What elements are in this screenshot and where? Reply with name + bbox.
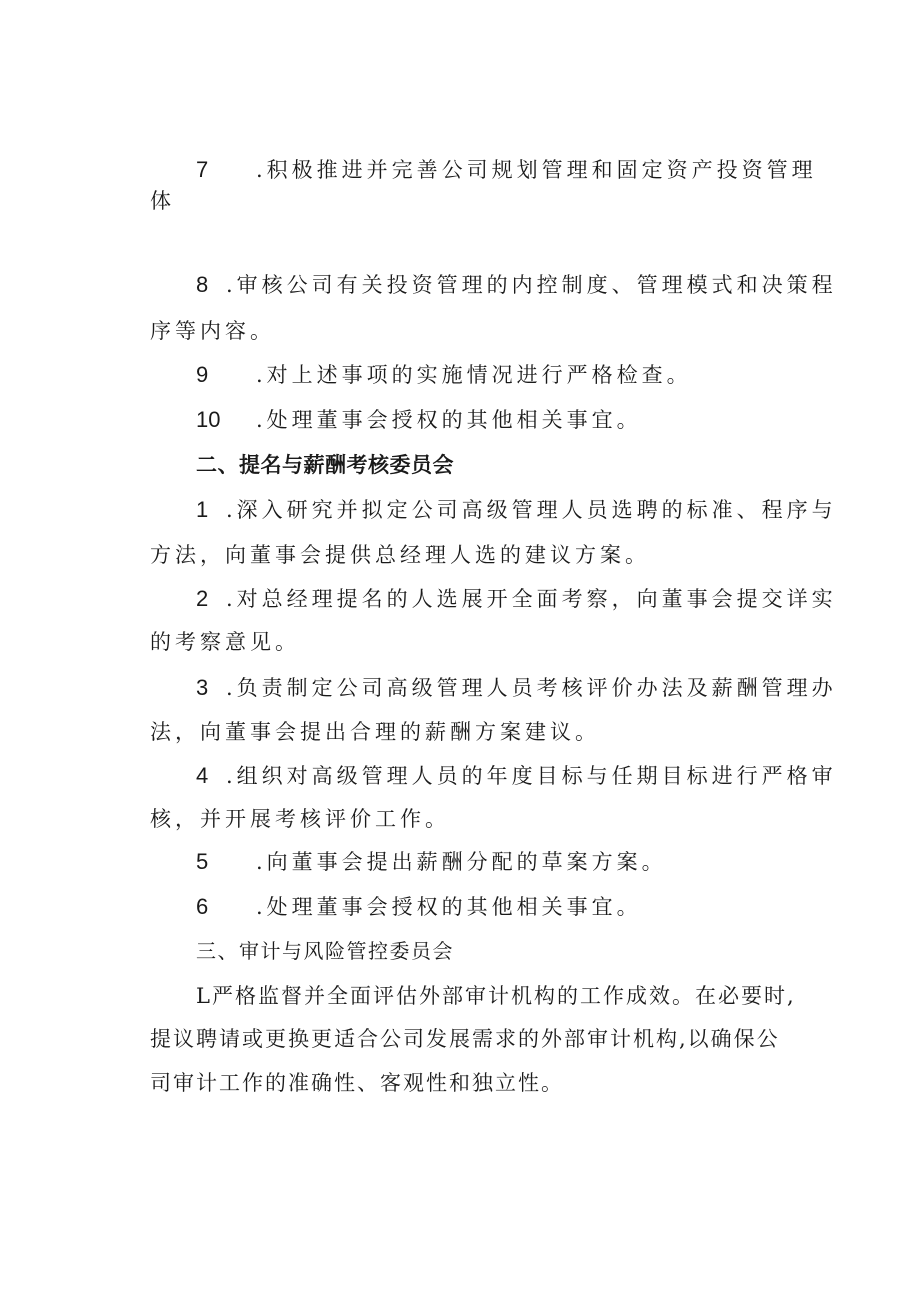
list-item-8-continuation xyxy=(150,316,275,346)
item-text: .向董事会提出薪酬分配的草案方案。 xyxy=(256,850,667,874)
section-heading-nomination: 二、提名与薪酬考核委员会 xyxy=(196,453,454,477)
item-number: 9 xyxy=(196,362,209,387)
item-text: .积极推进并完善公司规划管理和固定资产投资管理 xyxy=(256,158,817,182)
item-text: .负责制定公司高级管理人员考核评价办法及薪酬管理办 xyxy=(226,676,837,700)
item-number: 2 xyxy=(196,586,209,611)
item-text-continued: 方法，向董事会提供总经理人选的建议方案。 xyxy=(150,543,650,567)
section-heading-audit: 三、审计与风险管控委员会 xyxy=(196,939,454,963)
list-item-1 xyxy=(196,495,837,525)
item-text: .审核公司有关投资管理的内控制度、管理模式和决策程 xyxy=(226,273,837,297)
list-item-7 xyxy=(196,155,817,185)
list-item-10 xyxy=(196,405,642,435)
list-item-4 xyxy=(196,761,837,791)
item-text: .组织对高级管理人员的年度目标与任期目标进行严格审 xyxy=(226,764,837,788)
list-item-6 xyxy=(196,892,642,922)
list-item-9 xyxy=(196,360,692,390)
item-text: .深入研究并拟定公司高级管理人员选聘的标准、程序与 xyxy=(226,498,837,522)
item-text: .对上述事项的实施情况进行严格检查。 xyxy=(256,363,692,387)
paragraph-line-2: 提议聘请或更换更适合公司发展需求的外部审计机构,以确保公 xyxy=(150,1027,780,1051)
item-text-continued: 法，向董事会提出合理的薪酬方案建议。 xyxy=(150,720,600,744)
item-text-continued: 序等内容。 xyxy=(150,319,275,343)
item-number: 10 xyxy=(196,407,221,432)
list-item-3-continuation xyxy=(150,717,600,747)
list-item-8 xyxy=(196,270,837,300)
paragraph-line-1: L严格监督并全面评估外部审计机构的工作成效。在必要时, xyxy=(196,984,796,1008)
item-number: 8 xyxy=(196,272,209,297)
item-text: .对总经理提名的人选展开全面考察，向董事会提交详实 xyxy=(226,587,837,611)
item-text-continued: 体 xyxy=(150,189,175,213)
list-item-2 xyxy=(196,584,837,614)
item-number: 1 xyxy=(196,497,209,522)
list-item-1-continuation xyxy=(150,540,650,570)
item-number: 3 xyxy=(196,675,209,700)
item-text: .处理董事会授权的其他相关事宜。 xyxy=(256,408,642,432)
list-item-2-continuation xyxy=(150,627,300,657)
list-item-3 xyxy=(196,673,837,703)
list-item-7-continuation xyxy=(150,186,175,216)
list-item-5 xyxy=(196,847,667,877)
item-text-continued: 的考察意见。 xyxy=(150,630,300,654)
item-number: 5 xyxy=(196,849,209,874)
item-number: 4 xyxy=(196,763,209,788)
paragraph-line-3: 司审计工作的准确性、客观性和独立性。 xyxy=(150,1071,564,1095)
item-number: 6 xyxy=(196,894,209,919)
item-text-continued: 核，并开展考核评价工作。 xyxy=(150,807,450,831)
list-item-4-continuation xyxy=(150,804,450,834)
item-text: .处理董事会授权的其他相关事宜。 xyxy=(256,895,642,919)
item-number: 7 xyxy=(196,157,209,182)
